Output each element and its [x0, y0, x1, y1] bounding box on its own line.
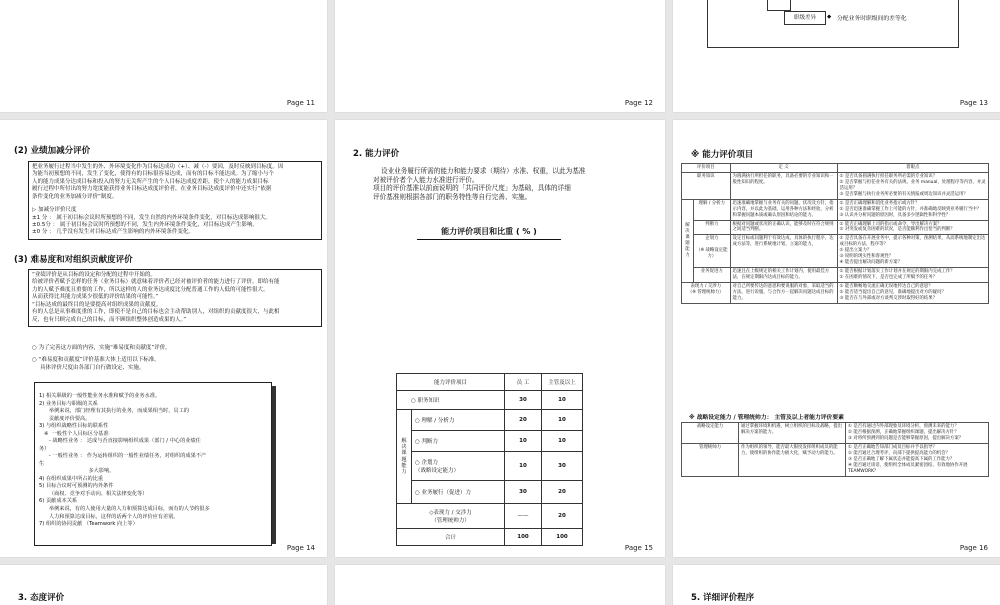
section-title: 3. 态度评价 [18, 593, 65, 603]
diagram-bracket [767, 0, 791, 11]
row-def: 设定目标或问题利于有效达成，具体的执行程序、达成方法等，进行系统地计划、立案的能力。 [730, 235, 837, 268]
row-item: 判断力 [694, 220, 731, 235]
group-label: 解决课题能力 [682, 199, 694, 282]
page-13 [673, 0, 1000, 112]
row-focus: ① 是否有通过内外部现象及环境分析，预测未来的能力？ ② 能否根据预测，正确地掌握组织课题，提出解决方针？ ③ 对将所预测到的问题是否能够掌握原因，提出解决方案？ [846, 423, 989, 444]
header-mgr: 主管及以上 [542, 374, 583, 391]
text-line: ±1 分 ： 属于初目标会议时所预想的不同，发生自然的内外环境条件变化，对目标达成影响很大。 [32, 214, 271, 221]
page-16 [673, 120, 1000, 557]
arrow-icon: ◆ [827, 14, 832, 20]
text-line: 人力和预算达成目标，这样的话两个人的评价应有差别。 [39, 513, 179, 520]
header-item: 评价项目 [682, 164, 731, 173]
text-line: （商权、竞争对手动向、相关法律变化等） [39, 490, 148, 497]
text-line: 7) 组织的协同贡献 （Teamwork 向上等） [39, 521, 138, 528]
row-focus: ① 是否具备在开展业务中，提示各种对策，预测结果，从而系统地制定出达成目标的方法、程序等？ ② 提出立案力？ ③ 说明的现实性和客观性？ ④ 能否提出解决问题的新方案？ [837, 235, 988, 268]
text-line: 举例来说，有的人使用大量的人力和预算达成目标，而有的人节约很多 [39, 505, 210, 512]
text-line: 3) 与组织战略性目标的联系性 [39, 423, 109, 430]
table-title: 能力评价项目和比重 ( % ) [417, 226, 561, 240]
row-def: 为圆满执行所担任的职务，具备必要的专业知识和一般性知识的程度。 [730, 172, 837, 199]
total-staff: 100 [505, 529, 542, 546]
row-mgr: 10 [542, 391, 583, 410]
row-focus: ① 能否根据计划落实工作计划并在规定的期限内完成工作？ ② 在困难的情况下，是否也完成了所赋予的任务？ [837, 268, 988, 283]
total-mgr: 100 [542, 529, 583, 546]
total-label: 合计 [397, 529, 505, 546]
page-11 [0, 0, 327, 112]
diagram-frame [707, 0, 959, 48]
section-title: 5. 详细评价程序 [691, 593, 755, 603]
diagram-note: 分配业务时职级间的差等化 [837, 16, 907, 22]
scale-title: ▷ 加减分评价尺度 [32, 207, 77, 214]
row-focus: ① 是否正确地告知部门成员目标并予以指导？ ② 能否通过合理考评，向部下提供提高能力的机会？ ③ 是否正确地了解下属状态并能提高下属的工作能力？ ④ 能否通过谈话，使组织全体成员紧密团结、有效地协作开展 TEAMWORK？ [846, 443, 989, 476]
page-number: Page 13 [959, 99, 988, 107]
text-line: - 战略性业务 ： 达成与否直接影响组织成果（部门 / 中心的业绩任 [39, 438, 201, 445]
text-line: 人的能力成果分达成目标和投入的努力无关所产生的个人目标达成度差距，使个人的能力成果目标 [32, 178, 269, 185]
row-mgr: 20 [542, 504, 583, 529]
page-number: Page 16 [959, 544, 988, 552]
text-line: 2) 业务目标与职级的关系 [39, 400, 98, 407]
bullet-item: ○ “难易度和贡献度”评价基准大体上适用以下标准。 [32, 357, 160, 364]
row-mgr: 30 [542, 452, 583, 481]
row-mgr: 10 [542, 410, 583, 431]
text-line: 把业务履行过程当中发生的外、外环境变化作为目标达成功（+）、减（-）要因，及时反映到目标度。因 [32, 164, 284, 170]
row-def: 作为组织的领导，能否最大限度发挥组织成员的能力，使组织的协作能力极大化，赋予动力的能力。 [739, 443, 846, 476]
text-line: ±0 分 ： 几乎没有发生对目标达成产生影响的内外环境条件变化。 [32, 229, 194, 236]
text-line: 为能当初预想的不同，发生了变化，使得有的目标很容易达成，而有的目标不能达成。为了缩小与个 [32, 171, 275, 178]
page-number: Page 11 [286, 99, 315, 107]
row-item: 表现力 / 交涉力 （※ 管理统帅力） [682, 282, 731, 303]
ability-weight-table [396, 373, 583, 546]
row-staff: 10 [505, 431, 542, 452]
row-def: 对自己所要传达的意思和要说服的对象，采取适当的方法，进行说服，与合作方一起解决问题达成目标的能力。 [730, 282, 837, 303]
bullet-list [32, 345, 171, 372]
text-line: “业绩评价是从目标的设定和分配的过程中开始的。 [32, 272, 156, 278]
text-line: 有的人总是从事难度重的工作，即使不是自己的目标也会主动帮助别人，对组织的贡献度很大，与此相 [32, 309, 280, 316]
header-staff: 员 工 [505, 374, 542, 391]
text-line: 4) 在组织成果中所占的比重 [39, 475, 104, 482]
page-number: Page 15 [624, 544, 653, 552]
row-mgr: 20 [542, 481, 583, 504]
text-line: 对被评价者个人能力水准进行评价。 [373, 175, 479, 184]
description-box [28, 161, 322, 240]
row-staff: —— [505, 504, 542, 529]
text-line: 条件变化的业务加减分评价”制度。 [32, 193, 118, 200]
text-line: 给被评价者赋予怎样的任务（业务目标）就意味着评价者已经对被评价者的能力进行了评价。即给有能 [32, 279, 280, 286]
row-focus: ① 是否正确理解和消化业务指示或方针？ ② 是否迅速准确掌握工作上可能的方针，并准确地反映到业务履行当中？ ③ 认识并分析问题的原因时，具备多少逻辑性和科学性？ [837, 199, 988, 220]
row-item: 理解 / 分析力 [694, 199, 731, 220]
manager-items-table [681, 422, 989, 477]
text-line: 项目的评价基准以前面说明的「共同评价尺度」为基础，具体的详细 [373, 184, 571, 193]
criteria-box [34, 382, 272, 546]
bullet-item: ○ 为了完善这方面的内容，实施“难易度和贡献度”评价。 [32, 345, 171, 351]
row-item: ○ 业务履行（促进）力 [412, 481, 505, 504]
row-mgr: 10 [542, 431, 583, 452]
row-item: 战略设定能力 [682, 423, 739, 444]
quote-box [28, 269, 322, 327]
page-14 [0, 120, 327, 557]
row-def: 通过掌握环境和机遇，树立组织的目标及战略，提出解决方案的能力。 [739, 423, 846, 444]
page-18 [335, 565, 665, 605]
ability-items-table [681, 163, 989, 304]
page-17 [0, 565, 327, 605]
row-staff: 20 [505, 410, 542, 431]
row-item: 企划力 （※ 战略设定能力） [694, 235, 731, 268]
text-line: 务） [39, 445, 50, 452]
page-19 [673, 565, 1000, 605]
header-focus: 着眼点 [837, 164, 988, 173]
text-line: - 一般性业务 ： 作为运转组织的一般性业绩任务，对组织的成果不产 [39, 453, 207, 460]
diagram-box: 职级差异 [784, 11, 826, 25]
row-def: 迅速准确地掌握与业务有关的问题、状况及方针、指示内容，并以此为基础，运用各种方法和经验，分析和掌握问题本质或确认原因和结论的能力。 [730, 199, 837, 220]
text-line: 6) 贡献成本关系 [39, 498, 78, 505]
section-title: (3) 难易度和对组织贡献度评价 [14, 255, 133, 265]
page-number: Page 14 [286, 544, 315, 552]
row-focus: ① 能否顺畅地交流正确无误地传达自己的意思？ ② 能否适当提出自己的意见，准确地提出对方的疑问？ ③ 能否在与外部或对方谈判交涉时取得好的结果？ [837, 282, 988, 303]
row-item: 管理统帅力 [682, 443, 739, 476]
row-def: 根据对问题或状况的正确认识，能够及时在符合规则之间适当判断。 [730, 220, 837, 235]
row-item: ○ 职务知识 [397, 391, 505, 410]
row-staff: 10 [505, 452, 542, 481]
text-line: 举例来说，部门经理有其执行的业务，而成果相当时，员工的 [39, 408, 189, 415]
row-staff: 30 [505, 481, 542, 504]
text-line: 设业业务履行所需的能力和能力要求（期待）水准、权重，以此为基准 [381, 167, 586, 175]
row-staff: 30 [505, 391, 542, 410]
header-def: 定 义 [730, 164, 837, 173]
row-item: ○ 企划力 （战略设定能力） [412, 452, 505, 481]
page-12 [335, 0, 665, 112]
page-15 [335, 120, 665, 557]
row-focus: ① 是否具备圆满执行担任职务所必需的专业知识？ ② 是否掌握与担任业务有关的法规、业务 manual，处理程序等内容，并灵活运用？ ③ 是否掌握与执行业务所必要的有关情报或周边知识并灵活运用？ [837, 172, 988, 199]
text-line: 履行过程中所付出的努力宽度能获得业务目标达成度评价者，在业务目标达成度评价中还实行“依据 [32, 186, 272, 193]
page-number: Page 12 [624, 99, 653, 107]
text-line: ±0.5分 ： 属于初目标会议时所预想的不同，发生内外环境条件变化，对目标达成产生影响。 [32, 221, 258, 228]
text-line: 评价基准则根据各部门的职务特性等自行完善、实施。 [373, 192, 532, 201]
text-line: 反，也有只顾完成自己的目标，而不顾组织整体创造成果的人。” [32, 316, 187, 323]
row-def: 迅速且在上级规定的相关工作计划内，使用最佳方法，在规定期限内达成目标的能力。 [730, 268, 837, 283]
header-item: 能力评价项目 [397, 374, 505, 391]
row-focus: ① 能否正确理解上司的指示或命令，导出解决方案？ ② 对突发或复杂困难的状况，是否能顺利作出恰当的判断？ [837, 220, 988, 235]
text-line: 从而获得比其能力成果少很低的评价结果的可能性。” [32, 294, 159, 301]
row-item: ○ 理解 / 分析力 [412, 410, 505, 431]
intro-text [373, 167, 585, 201]
page-title: ※ 能力评价项目 [691, 150, 754, 160]
group-label: 解决课题能力 [397, 410, 412, 504]
row-item: ○ 判断力 [412, 431, 505, 452]
text-line: 力的人赋予难度且重要的工作，所以这样的人的业务达成度比分配普通工作的人低的可能性很大。 [32, 286, 269, 293]
manager-note: ※ 战略设定能力 / 管理统帅力： 主管及以上者能力评价要素 [689, 415, 844, 421]
text-line: 贡献度评价要高。 [39, 415, 91, 422]
section-title: (2) 业绩加减分评价 [14, 146, 91, 156]
text-line: 多大影响。 [39, 468, 115, 475]
text-line: ※ 一般性个人目标区分基准 [39, 430, 109, 437]
row-item: 业务促进力 [694, 268, 731, 283]
row-item: ◇表现力 / 交涉力 （管理统帅力） [397, 504, 505, 529]
bullet-item-sub: 具体评价尺度由各部门自行做设定、实施。 [40, 364, 145, 371]
text-line: 1) 相关职级的一般性能业务水准和赋予的业务水准。 [39, 393, 161, 399]
text-line: 生 [39, 460, 45, 467]
row-item: 职务知识 [682, 172, 731, 199]
text-line: 5) 目标合议时可预测的内外条件 [39, 483, 114, 490]
section-title: 2. 能力评价 [353, 149, 400, 159]
text-line: “目标达成的最终目的是要提高对组织成果的贡献度。 [32, 301, 162, 308]
